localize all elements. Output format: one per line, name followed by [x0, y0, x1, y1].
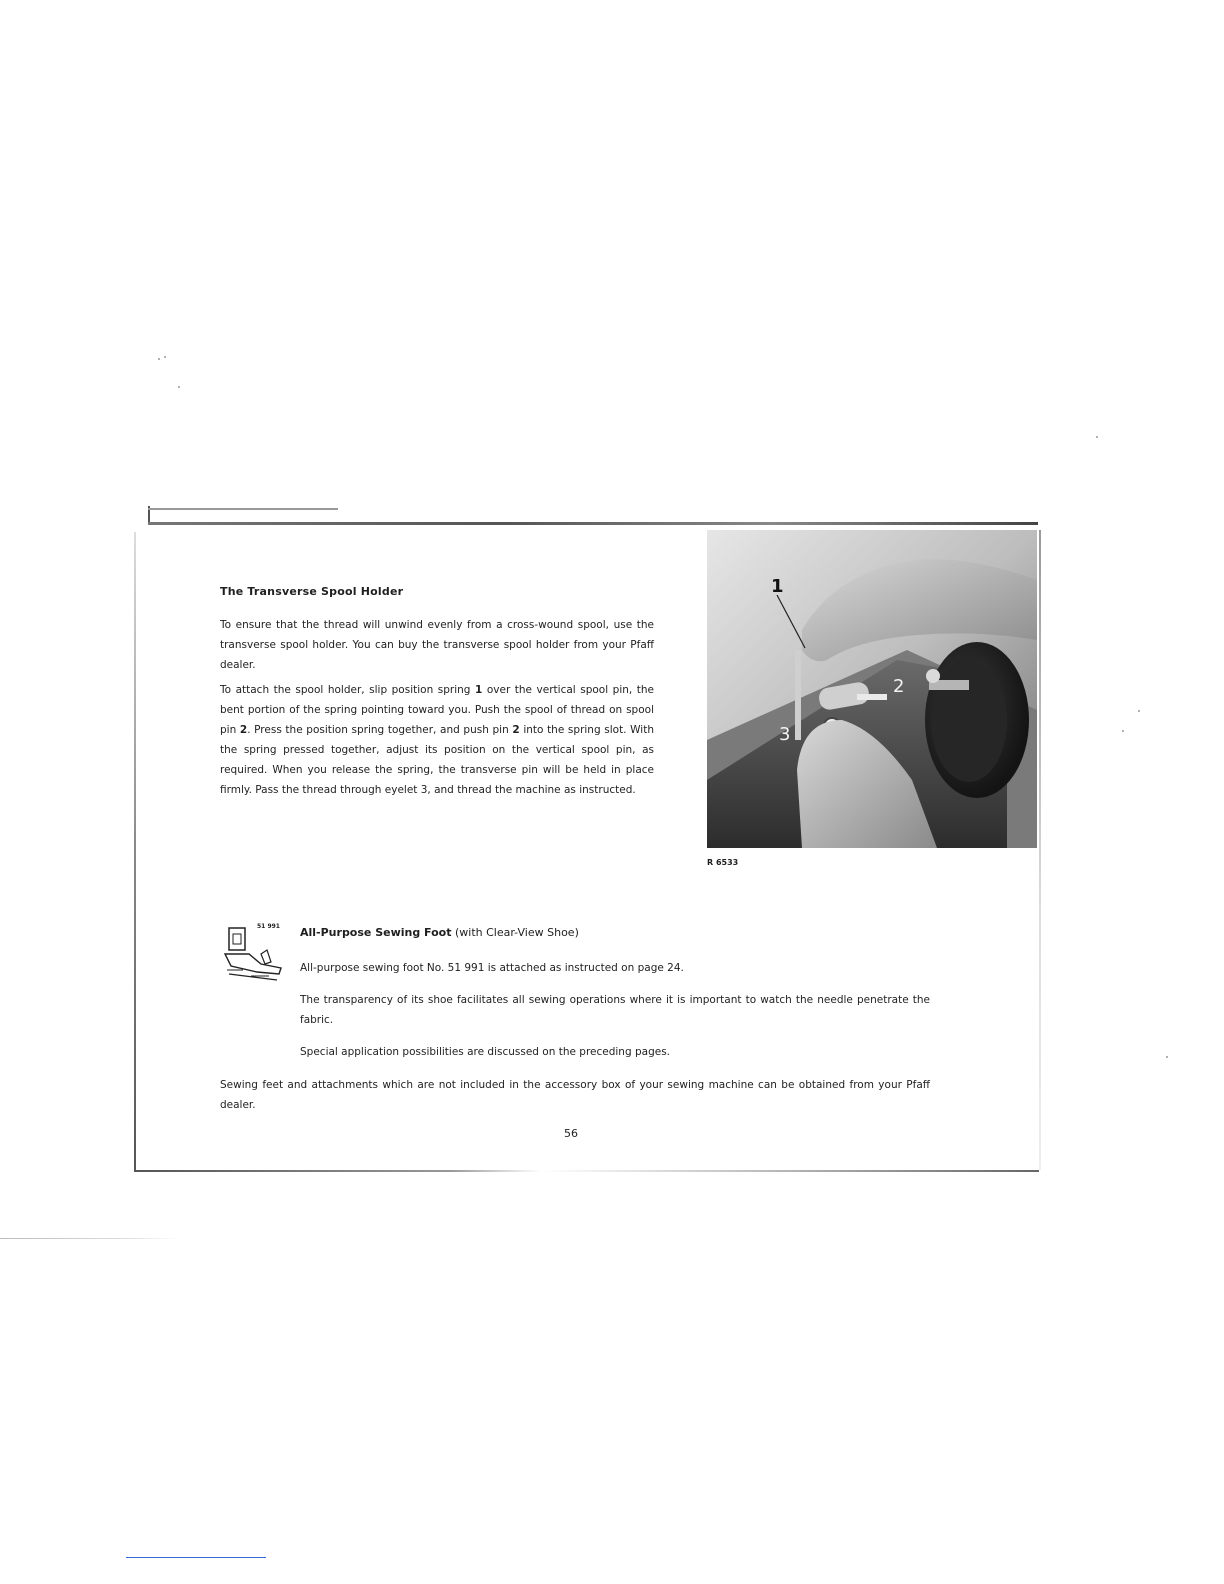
- callout-3: 3: [779, 724, 791, 745]
- spring-number: 1: [475, 684, 483, 696]
- sewing-foot-code: 51 991: [257, 923, 280, 930]
- callout-2: 2: [893, 676, 905, 697]
- sewing-foot-paragraph-2: The transparency of its shoe facilitates all sewing operations where it is important to watch the needle penetrate the fabric.: [300, 994, 930, 1026]
- spool-holder-photo: [707, 530, 1037, 848]
- spool-holder-paragraph-1: To ensure that the thread will unwind evenly from a cross-wound spool, use the transverse spool holder. You can buy the transverse spool holder from your Pfaff dealer.: [220, 619, 654, 671]
- closing-note: Sewing feet and attachments which are not included in the accessory box of your sewing machine can be obtained from your Pfaff dealer.: [220, 1079, 930, 1111]
- sewing-foot-heading: All-Purpose Sewing Foot (with Clear-View Shoe): [300, 926, 579, 939]
- scan-speck: [1096, 436, 1098, 438]
- spool-holder-heading: The Transverse Spool Holder: [220, 585, 404, 598]
- spool-pin-number: 2: [512, 724, 520, 736]
- scan-speck: [178, 386, 180, 388]
- page-number: 56: [564, 1127, 578, 1140]
- page-edge-top: [148, 522, 1038, 525]
- scan-speck: [158, 358, 160, 360]
- scan-speck: [1122, 730, 1124, 732]
- scan-speck: [164, 356, 166, 358]
- scan-speck: [1166, 1056, 1168, 1058]
- page-edge-bottom: [134, 1170, 1039, 1172]
- scan-speck: [1138, 710, 1140, 712]
- scan-artifact-underline: [126, 1557, 266, 1558]
- photo-caption: R 6533: [707, 858, 739, 867]
- scan-artifact-line: [0, 1238, 180, 1239]
- sewing-foot-paragraph-1: All-purpose sewing foot No. 51 991 is attached as instructed on page 24.: [300, 962, 684, 974]
- callout-1: 1: [771, 576, 784, 597]
- page-edge-right: [1039, 530, 1041, 1170]
- spool-pin-number: 2: [239, 724, 248, 736]
- sewing-foot-paragraph-3: Special application possibilities are discussed on the preceding pages.: [300, 1046, 670, 1058]
- page-edge-left: [134, 532, 136, 1172]
- sewing-foot-icon: [221, 924, 285, 986]
- spool-holder-paragraph-2: To attach the spool holder, slip position spring 1 over the vertical spool pin, the bent portion of the spring pointing toward you. Push the spool of thread on spool pin 2. Press the position spring together, and push pin 2 into the spring slot. With the spring pressed together, adjust its position on the vertical spool pin, as required. When you release the spring, the transverse pin will be held in place firmly. Pass the thread through eyelet 3, and thread the machine as instructed.: [220, 684, 655, 796]
- page-edge-top-fold: [148, 508, 338, 510]
